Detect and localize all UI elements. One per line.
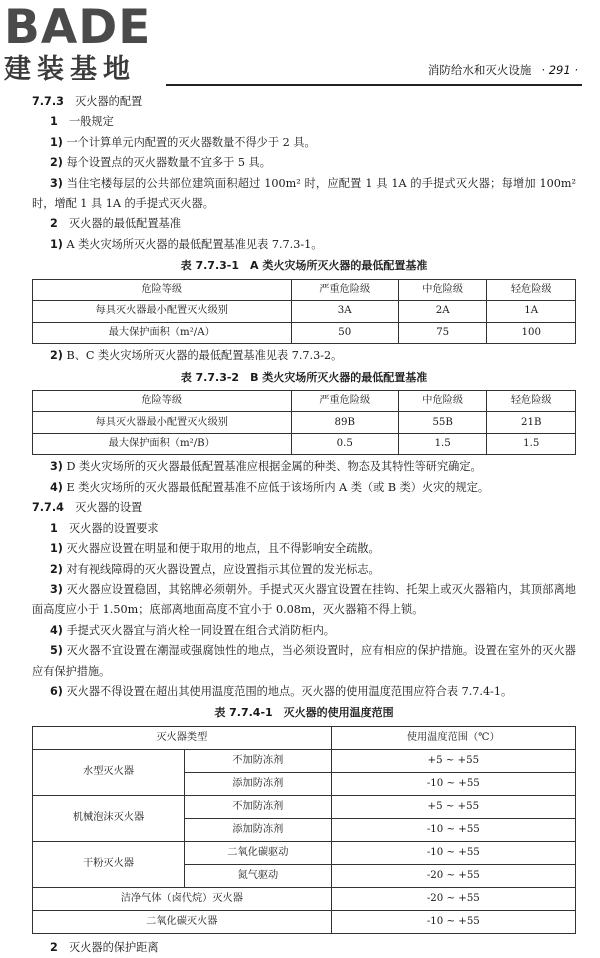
- table-cell: 不加防冻剂: [185, 795, 332, 818]
- table-header-cell: 中危险级: [398, 390, 487, 412]
- table-cell: 1.5: [487, 433, 576, 455]
- table-a-class-config: [32, 279, 576, 345]
- table-header-cell: 使用温度范围（℃）: [331, 726, 575, 749]
- table-header-row: [33, 390, 576, 412]
- table-cell: +5 ~ +55: [331, 749, 575, 772]
- page-number: · 291 ·: [541, 63, 578, 77]
- section-title: 消防给水和灭火设施: [427, 63, 532, 77]
- table-header-row: [33, 279, 576, 301]
- table-cell: -10 ~ +55: [331, 910, 575, 933]
- item-q1-6: 6) 灭火器不得设置在超出其使用温度范围的地点。灭火器的使用温度范围应符合表 7.7.4-1。: [50, 684, 513, 698]
- table-cell: 最大保护面积（m²/A）: [33, 322, 292, 344]
- item-1-3: 3) 当住宅楼每层的公共部位建筑面积超过 100m² 时，应配置 1 具 1A 的手提式灭火器；每增加 100m² 时，增配 1 具 1A 的手提式灭火器。: [32, 176, 576, 211]
- table-header-cell: 严重危险级: [291, 279, 398, 301]
- table-row: [33, 887, 576, 910]
- table-cell: 100: [487, 322, 576, 344]
- table-cell: 不加防冻剂: [185, 749, 332, 772]
- table-cell: 二氧化碳灭火器: [33, 910, 332, 933]
- item-q1-5: 5) 灭火器不宜设置在潮湿或强腐蚀性的地点，当必须设置时，应有相应的保护措施。设置在室外的灭火器应有保护措施。: [32, 644, 576, 678]
- table-row: [33, 841, 576, 864]
- table-row: [33, 301, 576, 323]
- table-cell: +5 ~ +55: [331, 795, 575, 818]
- table-cell: 3A: [291, 301, 398, 323]
- table-cell: 每具灭火器最小配置灭火级别: [33, 301, 292, 323]
- table-caption-2: 表 7.7.3-2 B 类火灾场所灭火器的最低配置基准: [180, 370, 428, 384]
- table-row: [33, 910, 576, 933]
- item-q1-4: 4) 手提式灭火器宜与消火栓一同设置在组合式消防柜内。: [50, 623, 335, 637]
- table-cell: 55B: [398, 412, 487, 434]
- item-2-2: 2) B、C 类火灾场所灭火器的最低配置基准见表 7.7.3-2。: [50, 349, 343, 363]
- table-cell: 水型灭火器: [33, 749, 185, 795]
- table-cell: 洁净气体（卤代烷）灭火器: [33, 887, 332, 910]
- table-header-cell: 危险等级: [33, 390, 292, 412]
- table-cell: 1A: [487, 301, 576, 323]
- table-cell: 89B: [291, 412, 398, 434]
- table-header-cell: 严重危险级: [291, 390, 398, 412]
- section-heading-7-7-4: 7.7.4 灭火器的设置: [32, 501, 143, 515]
- table-header-cell: 轻危险级: [487, 390, 576, 412]
- running-header: [428, 62, 578, 78]
- item-1-2: 2) 每个设置点的灭火器数量不宜多于 5 具。: [50, 156, 271, 170]
- clause-1: 1 一般规定: [50, 115, 114, 129]
- table-temperature-range: [32, 726, 576, 934]
- table-header-cell: 轻危险级: [487, 279, 576, 301]
- table-cell: 2A: [398, 301, 487, 323]
- clause-q1: 1 灭火器的设置要求: [50, 521, 159, 535]
- table-cell: -10 ~ +55: [331, 818, 575, 841]
- table-cell: 75: [398, 322, 487, 344]
- logo-text-cn: 建装基地: [4, 54, 136, 85]
- table-header-cell: 中危险级: [398, 279, 487, 301]
- item-1-1: 1) 一个计算单元内配置的灭火器数量不得少于 2 具。: [50, 135, 316, 149]
- clause-q2: 2 灭火器的保护距离: [50, 940, 159, 954]
- logo-text-en: BADE: [4, 0, 152, 55]
- table-cell: 最大保护面积（m²/B）: [33, 433, 292, 455]
- table-cell: -20 ~ +55: [331, 887, 575, 910]
- table-header-cell: 危险等级: [33, 279, 292, 301]
- item-2-4: 4) E 类火灾场所的灭火器最低配置基准不应低于该场所内 A 类（或 B 类）火灾的规定。: [50, 480, 490, 494]
- table-cell: 添加防冻剂: [185, 818, 332, 841]
- brand-logo: [4, 0, 178, 88]
- item-2-3: 3) D 类火灾场所的灭火器最低配置基准应根据金属的种类、物态及其特性等研究确定。: [50, 460, 482, 474]
- section-heading-7-7-3: 7.7.3 灭火器的配置: [32, 95, 143, 108]
- table-row: [33, 795, 576, 818]
- header-rule: [166, 84, 582, 86]
- table-cell: -10 ~ +55: [331, 841, 575, 864]
- table-cell: 添加防冻剂: [185, 772, 332, 795]
- table-b-class-config: [32, 390, 576, 456]
- table-row: [33, 322, 576, 344]
- table-header-cell: 灭火器类型: [33, 726, 332, 749]
- table-cell: 21B: [487, 412, 576, 434]
- table-cell: 0.5: [291, 433, 398, 455]
- table-caption-1: 表 7.7.3-1 A 类火灾场所灭火器的最低配置基准: [180, 259, 428, 273]
- table-cell: 50: [291, 322, 398, 344]
- table-cell: 二氧化碳驱动: [185, 841, 332, 864]
- table-cell: -20 ~ +55: [331, 864, 575, 887]
- table-cell: 每具灭火器最小配置灭火级别: [33, 412, 292, 434]
- item-q1-3: 3) 灭火器应设置稳固，其铭牌必须朝外。手提式灭火器宜设置在挂钩、托架上或灭火器箱内，其顶部离地面高度应小于 1.50m；底部离地面高度不宜小于 0.08m，灭火器箱不得上锁。: [32, 582, 576, 617]
- table-cell: -10 ~ +55: [331, 772, 575, 795]
- table-cell: 氮气驱动: [185, 864, 332, 887]
- table-cell: 1.5: [398, 433, 487, 455]
- item-q1-1: 1) 灭火器应设置在明显和便于取用的地点，且不得影响安全疏散。: [50, 542, 380, 556]
- table-caption-3: 表 7.7.4-1 灭火器的使用温度范围: [214, 706, 394, 720]
- table-header-row: [33, 726, 576, 749]
- table-row: [33, 749, 576, 772]
- table-row: [33, 412, 576, 434]
- table-cell: 干粉灭火器: [33, 841, 185, 887]
- table-cell: 机械泡沫灭火器: [33, 795, 185, 841]
- table-row: [33, 433, 576, 455]
- item-q1-2: 2) 对有视线障碍的灭火器设置点，应设置指示其位置的发光标志。: [50, 562, 380, 576]
- page-body: [32, 92, 576, 958]
- clause-2: 2 灭火器的最低配置基准: [50, 217, 181, 231]
- item-2-1: 1) A 类火灾场所灭火器的最低配置基准见表 7.7.3-1。: [50, 237, 323, 251]
